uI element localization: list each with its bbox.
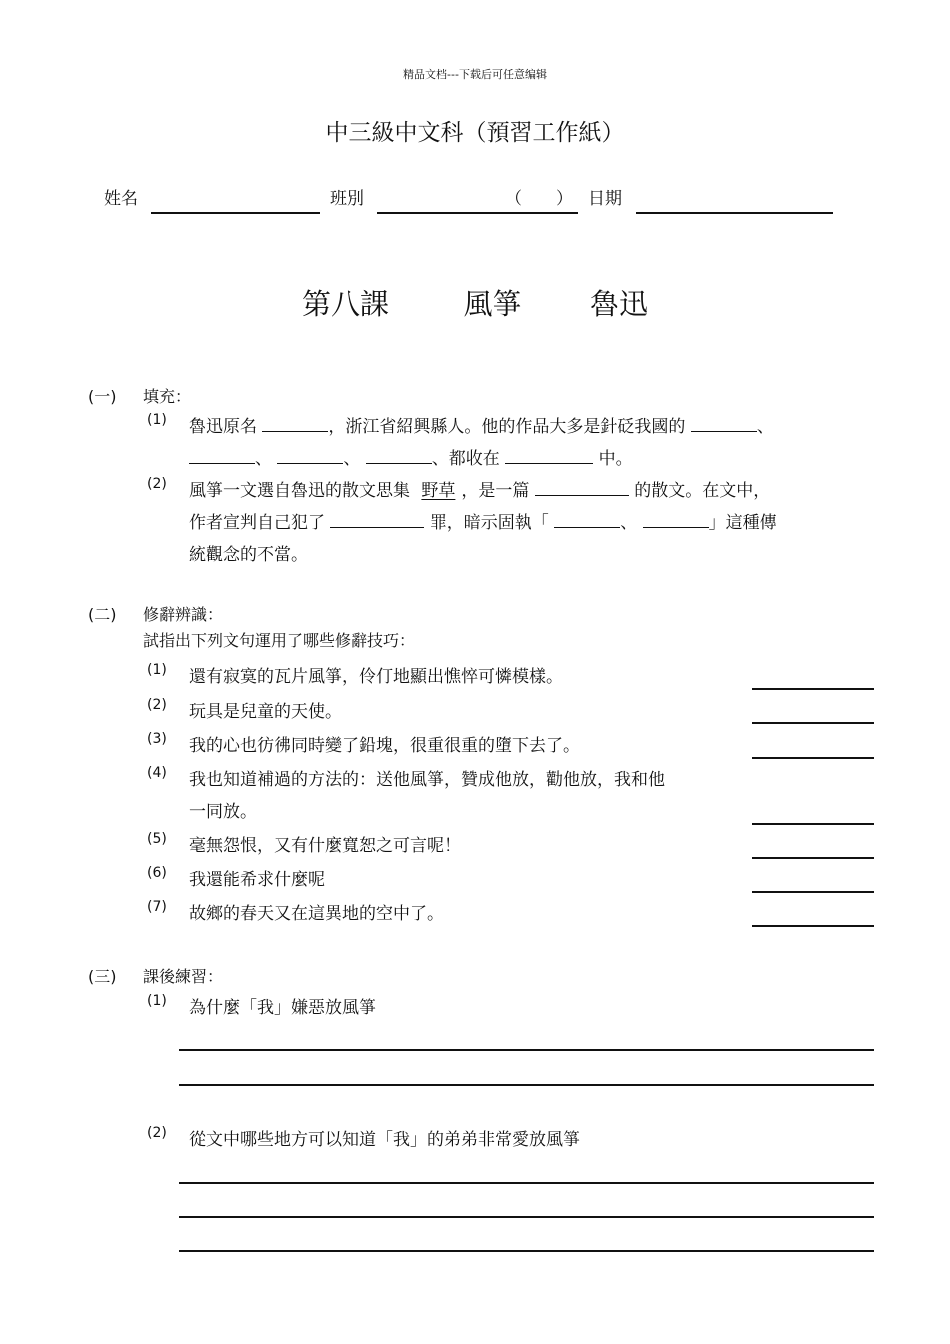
- answer-line[interactable]: [752, 891, 874, 893]
- s2-item-text: 毫無怨恨，又有什麼寬恕之可言呢！: [189, 836, 461, 856]
- date-field[interactable]: [636, 212, 833, 214]
- answer-line[interactable]: [179, 1049, 874, 1051]
- class-number-paren: （ ）: [505, 189, 573, 209]
- fill-blank[interactable]: [691, 416, 757, 432]
- fill-blank[interactable]: [366, 448, 432, 464]
- s1-q2-line3: 統觀念的不當。: [189, 545, 308, 565]
- s1-q1-number: (1): [147, 412, 167, 428]
- fill-blank[interactable]: [189, 448, 255, 464]
- section3-title: 課後練習：: [143, 967, 224, 986]
- s1-q1-line2: [189, 444, 633, 469]
- lesson-title: 風箏: [463, 287, 522, 321]
- s1-q1-text: 、都收在: [431, 449, 500, 469]
- section3-label: (三): [88, 967, 117, 986]
- answer-line[interactable]: [179, 1182, 874, 1184]
- s1-q2-line2: [189, 508, 777, 533]
- s2-item-text: 玩具是兒童的天使。: [189, 702, 342, 722]
- s2-item-number: (2): [147, 697, 167, 713]
- s2-item-text: 故鄉的春天又在這異地的空中了。: [189, 904, 444, 924]
- s1-q1-text: 、: [255, 449, 272, 469]
- s2-item-number: (7): [147, 899, 167, 915]
- s3-q2-text: 從文中哪些地方可以知道「我」的弟弟非常愛放風箏: [189, 1130, 580, 1150]
- s3-q1-number: (1): [147, 993, 167, 1009]
- name-label: 姓名: [104, 189, 138, 209]
- answer-line[interactable]: [752, 925, 874, 927]
- fill-blank[interactable]: [330, 512, 424, 528]
- section2-label: (二): [88, 605, 117, 624]
- fill-blank[interactable]: [277, 448, 343, 464]
- answer-line[interactable]: [752, 757, 874, 759]
- s2-item-text: 我還能希求什麼呢: [189, 870, 325, 890]
- s2-item-number: (1): [147, 662, 167, 678]
- answer-line[interactable]: [179, 1084, 874, 1086]
- s1-q2-text: 作者宣判自己犯了: [189, 513, 325, 533]
- s1-q2-line1: [189, 476, 770, 501]
- s1-q2-text: 風箏一文選自魯迅的散文思集: [189, 481, 410, 501]
- fill-blank[interactable]: [643, 512, 709, 528]
- s2-item-text: 我也知道補過的方法的：送他風箏，贊成他放，勸他放，我和他: [189, 770, 665, 790]
- s1-q1-text: 、: [343, 449, 361, 469]
- section2-instruction: 試指出下列文句運用了哪些修辭技巧：: [143, 631, 416, 650]
- s1-q1-text: 、: [756, 417, 774, 437]
- class-label: 班別: [330, 189, 364, 209]
- s1-q2-text: 、: [620, 513, 638, 533]
- answer-line[interactable]: [752, 823, 874, 825]
- s1-q2-text: 的散文。在文中，: [634, 481, 771, 501]
- date-label: 日期: [588, 189, 622, 209]
- s1-q1-text: ，浙江省紹興縣人。他的作品大多是針砭我國的: [328, 417, 686, 437]
- answer-line[interactable]: [179, 1250, 874, 1252]
- lesson-heading: [0, 282, 950, 323]
- answer-line[interactable]: [752, 722, 874, 724]
- s1-q2-number: (2): [147, 476, 167, 492]
- s1-q1-text: 中。: [598, 449, 633, 469]
- s3-q1-text: 為什麼「我」嫌惡放風箏: [189, 998, 376, 1018]
- s1-q2-text: 罪，暗示固執「: [429, 513, 549, 533]
- section1-title: 填充：: [143, 387, 192, 406]
- s2-item-number: (4): [147, 765, 167, 781]
- s1-q2-text: 」這種傳: [708, 513, 777, 533]
- lesson-number: 第八課: [302, 287, 390, 321]
- s2-item-text: 一同放。: [189, 802, 257, 822]
- fill-blank[interactable]: [262, 416, 328, 432]
- s2-item-text: 我的心也彷彿同時變了鉛塊，很重很重的墮下去了。: [189, 736, 580, 756]
- name-field[interactable]: [151, 212, 320, 214]
- section1-label: (一): [88, 387, 117, 406]
- s3-q2-number: (2): [147, 1125, 167, 1141]
- fill-blank[interactable]: [535, 480, 629, 496]
- header-note: 精品文档---下载后可任意编辑: [403, 68, 547, 81]
- s2-item-text: 還有寂寞的瓦片風箏，伶仃地顯出憔悴可憐模樣。: [189, 667, 563, 687]
- s2-item-number: (5): [147, 831, 167, 847]
- s1-q2-filled-answer: 野草: [421, 481, 456, 501]
- s1-q1-text: 魯迅原名: [189, 417, 257, 437]
- s2-item-number: (3): [147, 731, 167, 747]
- answer-line[interactable]: [179, 1216, 874, 1218]
- s2-item-number: (6): [147, 865, 167, 881]
- s1-q2-text: ，是一篇: [461, 481, 530, 501]
- lesson-author: 魯迅: [589, 287, 648, 321]
- class-field[interactable]: [377, 212, 578, 214]
- fill-blank[interactable]: [554, 512, 620, 528]
- section2-title: 修辭辨識：: [143, 605, 224, 624]
- answer-line[interactable]: [752, 857, 874, 859]
- worksheet-title: 中三級中文科（預習工作紙）: [325, 120, 625, 146]
- s1-q1-line1: [189, 412, 774, 437]
- answer-line[interactable]: [752, 688, 874, 690]
- fill-blank[interactable]: [505, 448, 593, 464]
